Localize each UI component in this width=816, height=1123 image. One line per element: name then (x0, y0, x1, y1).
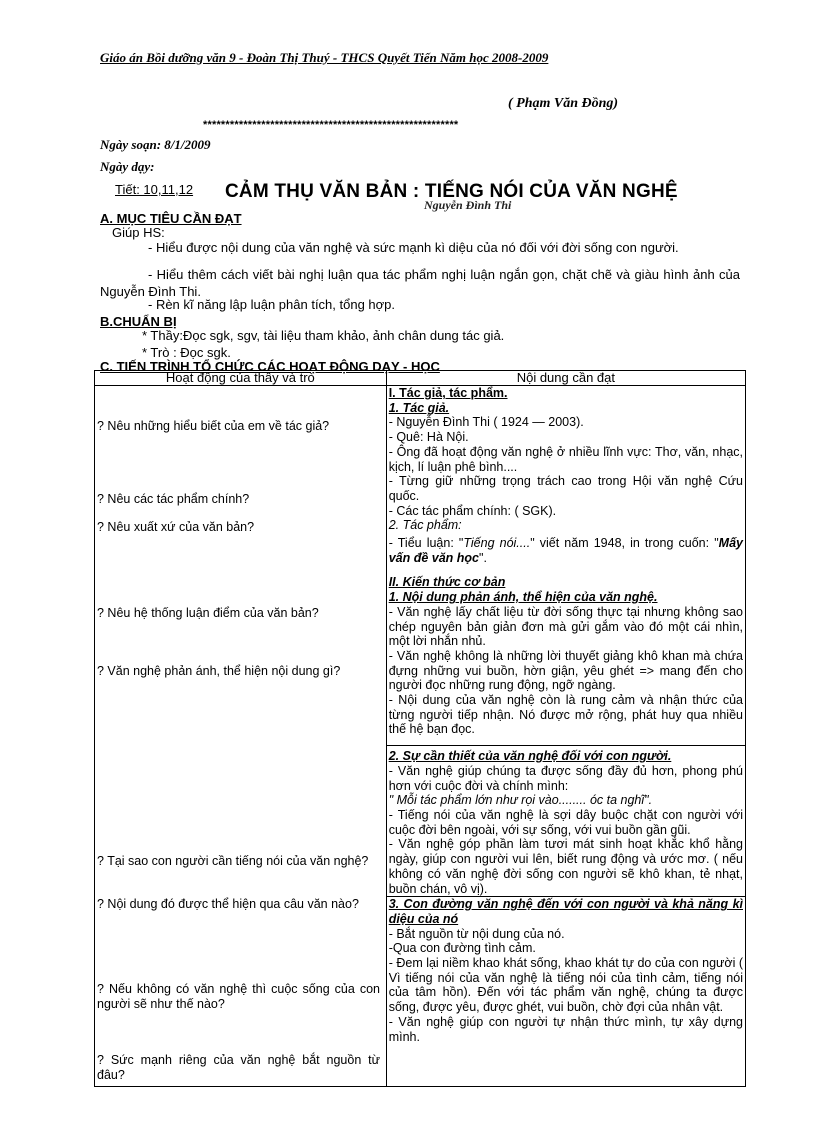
table-row (95, 386, 746, 1087)
section-b-item: * Trò : Đọc sgk. (142, 345, 231, 360)
content-line: - Nội dung của văn nghệ còn là rung cảm và nhận thức của từng người tiếp nhận. Nó được mở rộng, phát huy qua nhiều thế hệ bạn đọc. (388, 693, 743, 737)
content-cell (386, 386, 745, 1087)
section-c-heading: C. TIẾN TRÌNH TỔ CHỨC CÁC HOẠT ĐỘNG DẠY - HỌC (100, 359, 440, 374)
part1-heading: I. Tác giả, tác phẩm. (388, 386, 508, 400)
content-line: - Các tác phẩm chính: ( SGK). (388, 503, 557, 518)
question: ? Nêu xuất xứ của văn bản? (97, 520, 255, 534)
question: ? Nội dung đó được thể hiện qua câu văn nào? (97, 897, 359, 911)
book-title: Mấy vấn đề văn học (388, 536, 743, 565)
teacher-activity-cell (95, 386, 387, 1087)
content-subheading: 2. Sự cần thiết của văn nghệ đối với con người. (388, 749, 672, 764)
question: ? Văn nghệ phản ánh, thể hiện nội dung gì? (97, 664, 341, 678)
content-line: - Ông đã hoạt động văn nghệ ở nhiều lĩnh vực: Thơ, văn, nhạc, kịch, lí luận phê bình.... (388, 444, 743, 474)
work-line (389, 536, 743, 565)
part2-heading: II. Kiến thức cơ bản (388, 575, 506, 590)
content-line: - Quê: Hà Nội. (388, 430, 469, 445)
lesson-title: CẢM THỤ VĂN BẢN : TIẾNG NÓI CỦA VĂN NGHỆ (225, 181, 678, 202)
section-a-item: - Hiểu được nội dung của văn nghệ và sức mạnh kì diệu của nó đối với đời sống con người. (148, 240, 679, 255)
question: ? Sức mạnh riêng của văn nghệ bắt nguồn từ đâu? (97, 1053, 380, 1082)
content-line: - Văn nghệ không là những lời thuyết giảng khô khan mà chứa đựng những vui buồn, hờn giận, yêu ghét => mang đến cho người đọc những rung động, ngỡ ngàng. (388, 648, 743, 693)
content-subheading: 3. Con đường văn nghệ đến với con người và khả năng kì diệu của nó (388, 897, 743, 926)
question: ? Nêu các tác phẩm chính? (97, 492, 250, 506)
question: ? Nêu hệ thống luận điểm của văn bản? (97, 606, 319, 620)
ngay-day: Ngày dạy: (100, 159, 155, 174)
content-line: - Văn nghệ giúp chúng ta được sống đầy đủ hơn, phong phú hơn với cuộc đời và chính mình: (388, 763, 743, 793)
section-b-heading: B.CHUẨN BỊ (100, 314, 177, 329)
work-subheading: 2. Tác phẩm: (388, 518, 462, 533)
author-quote: ( Phạm Văn Đồng) (508, 96, 619, 111)
lesson-subtitle: Nguyễn Đình Thi (424, 198, 512, 212)
content-line: - Bắt nguồn từ nội dung của nó. (388, 926, 565, 941)
content-line: - Văn nghệ góp phần làm tươi mát sinh hoạt khắc khổ hằng ngày, giúp con người vui lên, biết rung động và ước mơ. ( nếu không có văn nghệ đời sống con người sẽ khô khan, tẻ nhạt, buồn chán, vô vị). (388, 837, 743, 896)
question: ? Nêu những hiểu biết của em về tác giả? (97, 419, 330, 433)
section-a-item: - Rèn kĩ năng lập luận phân tích, tổng hợp. (148, 297, 396, 312)
lesson-number: Tiết: 10,11,12 (115, 182, 194, 197)
content-line: - Đem lại niềm khao khát sống, khao khát tự do của con người ( Vì tiếng nói của văn nghệ là tiếng nói của tình cảm, tiếng nói của tâm hồn). Đến với tác phẩm văn nghệ, chúng ta được sống, được yêu, được ghét, vui buồn, chờ đợi của nhân vật. (388, 956, 743, 1015)
table-header-row (95, 371, 746, 386)
content-line: -Qua con đường tình cảm. (388, 941, 536, 956)
star-separator: ********************************************************* (203, 119, 459, 131)
question: ? Nếu không có văn nghệ thì cuộc sống của con người sẽ như thế nào? (97, 982, 380, 1011)
col-header-content: Nội dung cần đạt (386, 371, 745, 386)
content-line: - Tiếng nói của văn nghệ là sợi dây buộc chặt con người với cuộc đời bên ngoài, với sự sống, với vui buồn gần gũi. (388, 807, 743, 837)
work-title: Tiếng nói.... (463, 536, 531, 551)
content-line: - Văn nghệ lấy chất liệu từ đời sống thực tại nhưng không sao chép nguyên bản giản đơn mà gửi gắm vào đó một cái nhìn, một lời nhắn nhủ. (388, 604, 743, 649)
ngay-soan: Ngày soạn: 8/1/2009 (100, 137, 211, 152)
section-b-item: * Thầy:Đọc sgk, sgv, tài liệu tham khảo, ảnh chân dung tác giả. (142, 328, 505, 343)
col-header-teacher: Hoạt động của thầy và trò (95, 371, 387, 386)
work-text: - Tiểu luận: " (388, 536, 464, 551)
work-text: ". (479, 550, 487, 565)
lesson-table (94, 370, 746, 1087)
author-subheading: 1. Tác giả. (388, 400, 450, 415)
work-text: " viết năm 1948, in trong cuốn: " (530, 536, 719, 551)
content-subheading: 1. Nội dung phản ánh, thể hiện của văn nghệ. (388, 590, 658, 605)
section-a-heading: A. MỤC TIÊU CẦN ĐẠT (100, 211, 242, 226)
content-line: - Nguyễn Đình Thi ( 1924 — 2003). (388, 415, 584, 430)
running-header: Giáo án Bồi dưỡng văn 9 - Đoàn Thị Thuý - THCS Quyết Tiến Năm học 2008-2009 (100, 50, 549, 65)
content-line: - Từng giữ những trọng trách cao trong Hội văn nghệ Cứu quốc. (388, 474, 743, 503)
content-line: - Văn nghệ giúp con người tự nhận thức mình, tự xây dựng mình. (388, 1014, 743, 1044)
section-a-item: - Hiểu thêm cách viết bài nghị luận qua tác phẩm nghị luận ngắn gọn, chặt chẽ và giàu hình ảnh của Nguyễn Đình Thi. (100, 267, 740, 299)
question: ? Tại sao con người cần tiếng nói của văn nghệ? (97, 854, 369, 868)
content-quote: " Mỗi tác phẩm lớn như rọi vào........ óc ta nghĩ". (388, 793, 653, 808)
section-a-intro: Giúp HS: (112, 225, 165, 240)
